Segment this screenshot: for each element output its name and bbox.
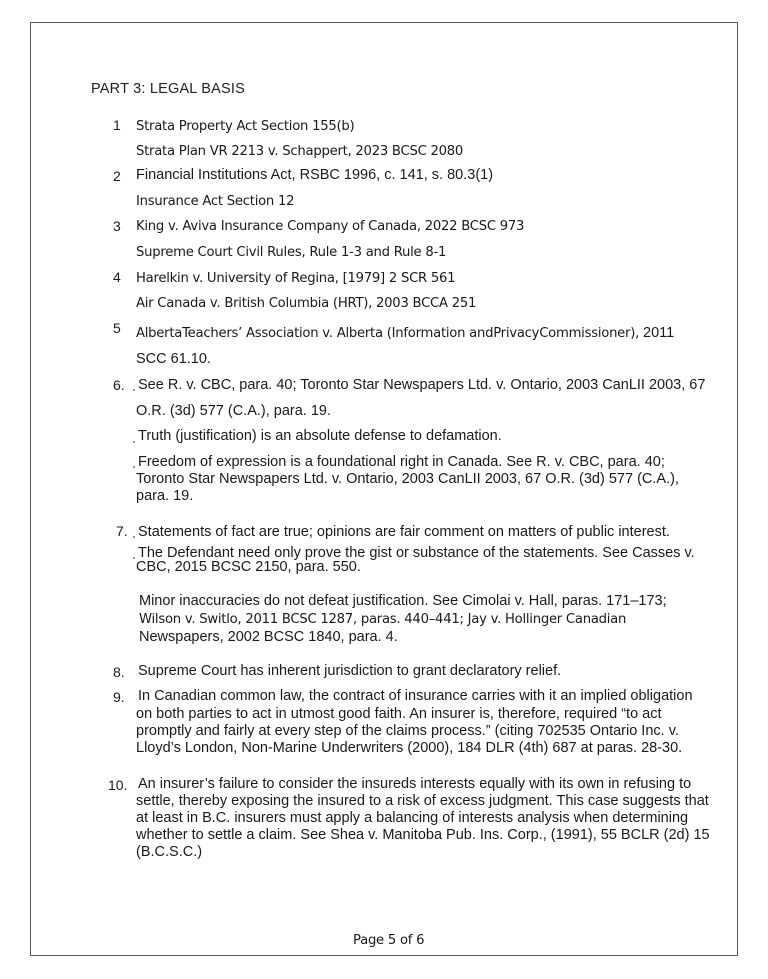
item-line: See R. v. CBC, para. 40; Toronto Star Newspapers Ltd. v. Ontario, 2003 CanLII 2003, 67: [138, 377, 706, 393]
item-line: para. 19.: [136, 488, 194, 504]
item-number: 1: [113, 117, 121, 133]
item-number: 2: [113, 168, 121, 184]
item-line: Minor inaccuracies do not defeat justification. See Cimolai v. Hall, paras. 171–173;: [139, 593, 667, 609]
item-line: (B.C.S.C.): [136, 844, 203, 860]
item-line: Harelkin v. University of Regina, [1979] 2 SCR 561: [136, 271, 456, 286]
item-line: In Canadian common law, the contract of insurance carries with it an implied obligation: [138, 688, 693, 704]
item-line: Strata Property Act Section 155(b): [136, 119, 355, 134]
page-number: Page 5 of 6: [353, 933, 425, 948]
item-line: settle, thereby exposing the insured to a risk of excess judgment. This case suggests that: [136, 793, 709, 809]
bullet-mark: [133, 466, 135, 468]
item-line: The Defendant need only prove the gist or substance of the statements. See Casses v.: [138, 545, 695, 561]
item-line: Newspapers, 2002 BCSC 1840, para. 4.: [139, 629, 398, 645]
item-number: 6.: [113, 377, 125, 393]
item-line: Statements of fact are true; opinions are fair comment on matters of public interest.: [138, 524, 670, 540]
item-line: Supreme Court has inherent jurisdiction to grant declaratory relief.: [138, 663, 562, 679]
item-line: O.R. (3d) 577 (C.A.), para. 19.: [136, 403, 332, 419]
item-line: Toronto Star Newspapers Ltd. v. Ontario, 2003 CanLII 2003, 67 O.R. (3d) 577 (C.A.),: [136, 471, 679, 487]
item-number: 8.: [113, 664, 125, 680]
item-number: 3: [113, 218, 121, 234]
bullet-mark: [133, 557, 135, 559]
item-number: 5: [113, 320, 121, 336]
item-number: 4: [113, 269, 121, 285]
item-line: An insurer’s failure to consider the insureds interests equally with its own in refusing to: [138, 776, 692, 792]
item-line: whether to settle a claim. See Shea v. Manitoba Pub. Ins. Corp., (1991), 55 BCLR (2d) 15: [136, 827, 710, 843]
item-line-year: 2011: [643, 325, 675, 341]
item-line: promptly and fairly at every step of the claims process.” (citing 702535 Ontario Inc. v.: [136, 723, 679, 739]
item-line: Wilson v. Switlo, 2011 BCSC 1287, paras. 440–441; Jay v. Hollinger Canadian: [139, 612, 627, 627]
item-line: CBC, 2015 BCSC 2150, para. 550.: [136, 559, 361, 575]
item-line: AlbertaTeachers’ Association v. Alberta (Information andPrivacyCommissioner),: [136, 326, 640, 341]
item-number: 9.: [113, 689, 125, 705]
item-number: 7.: [116, 523, 128, 539]
bullet-mark: [133, 536, 135, 538]
item-line: at least in B.C. insurers must apply a balancing of interests analysis when determining: [136, 810, 689, 826]
item-line: Air Canada v. British Columbia (HRT), 2003 BCCA 251: [136, 296, 477, 311]
item-line: SCC 61.10.: [136, 351, 211, 367]
item-line: King v. Aviva Insurance Company of Canada, 2022 BCSC 973: [136, 219, 525, 234]
section-heading: PART 3: LEGAL BASIS: [91, 81, 245, 97]
item-line: Financial Institutions Act, RSBC 1996, c. 141, s. 80.3(1): [136, 167, 494, 183]
bullet-mark: [133, 441, 135, 443]
item-line: Insurance Act Section 12: [136, 194, 295, 209]
item-line: on both parties to act in utmost good faith. An insurer is, therefore, required “to act: [136, 706, 662, 722]
item-line: Lloyd’s London, Non-Marine Underwriters (2000), 184 DLR (4th) 687 at paras. 28-30.: [136, 740, 683, 756]
item-line: Supreme Court Civil Rules, Rule 1-3 and Rule 8-1: [136, 245, 447, 260]
item-line: Truth (justification) is an absolute defense to defamation.: [138, 428, 502, 444]
item-line: Strata Plan VR 2213 v. Schappert, 2023 BCSC 2080: [136, 144, 464, 159]
bullet-mark: [133, 389, 135, 391]
item-line: Freedom of expression is a foundational right in Canada. See R. v. CBC, para. 40;: [138, 454, 665, 470]
item-number: 10.: [108, 777, 128, 793]
